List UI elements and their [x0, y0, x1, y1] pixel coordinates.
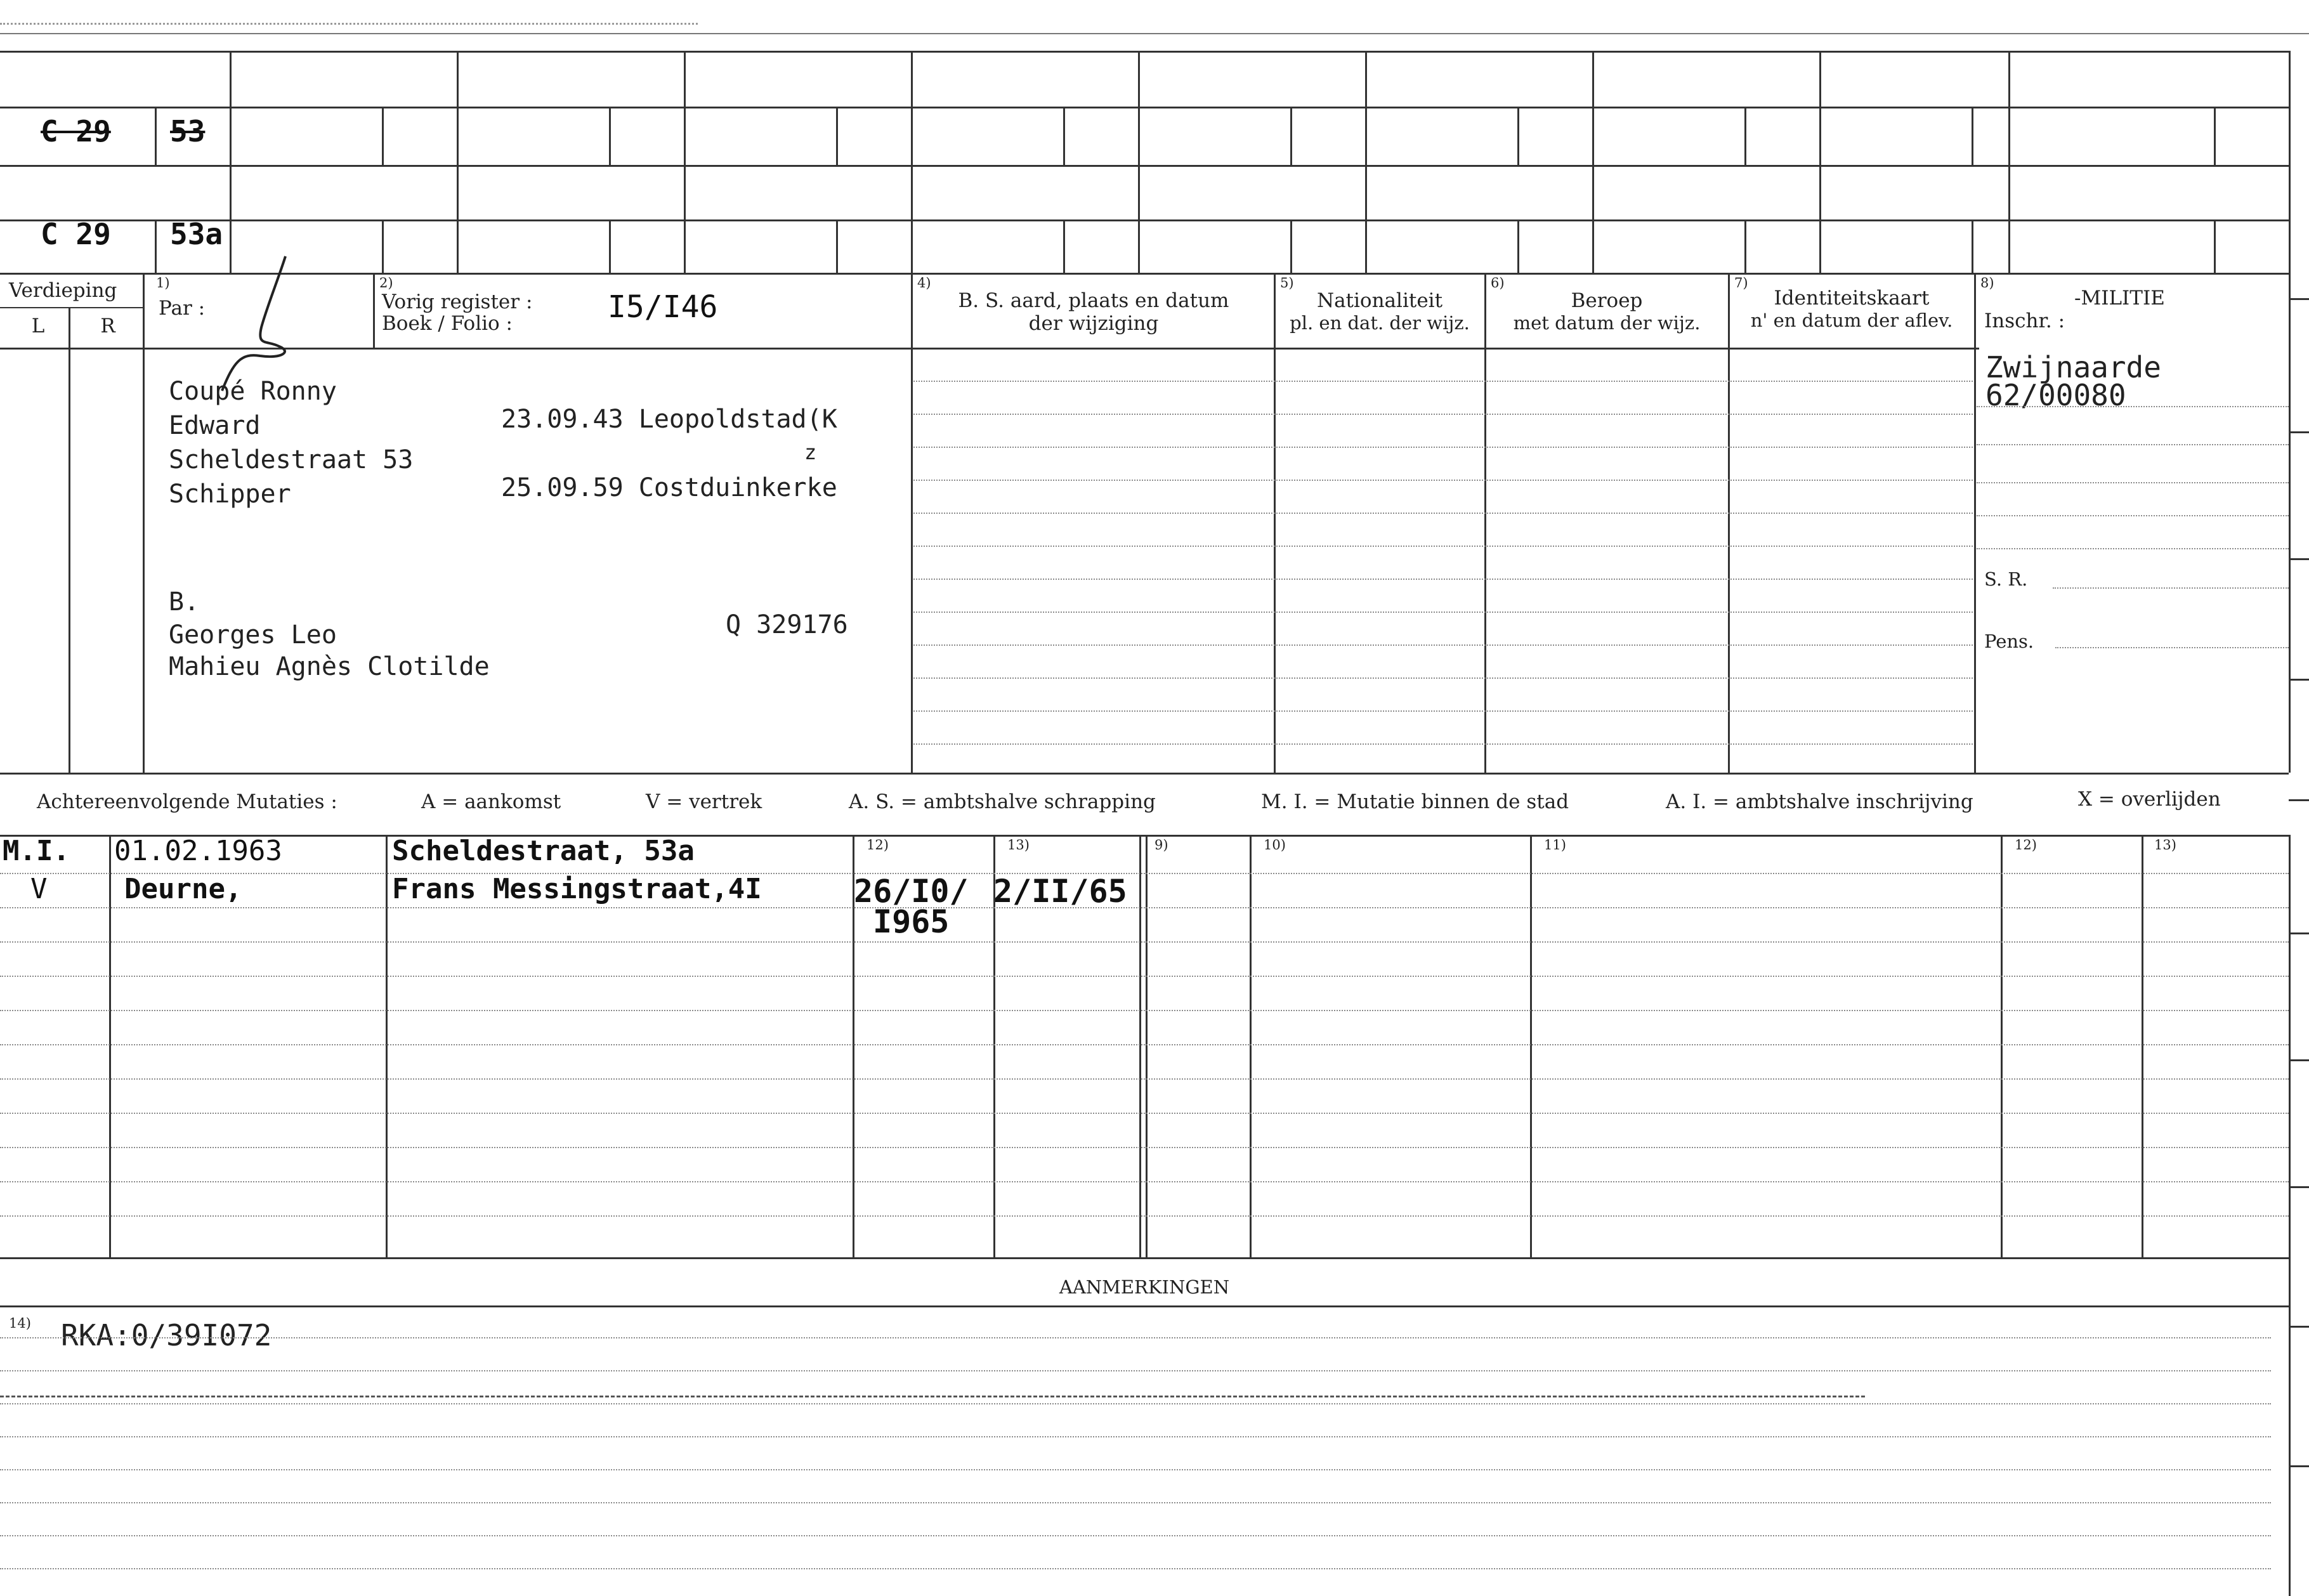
top-grid-subcol [1290, 107, 1292, 165]
top-grid-line [0, 107, 2290, 108]
nationaliteit-line1: Nationaliteit [1316, 289, 1443, 312]
pens-line [2055, 647, 2289, 648]
mutations-bottom-line [0, 1257, 2289, 1259]
details-bottom-line [0, 773, 2289, 775]
mutation-col [1139, 835, 1141, 1257]
detail-row-line [913, 644, 1973, 646]
remarks-row-line [0, 1568, 2271, 1569]
beroep-line1: Beroep [1571, 289, 1643, 312]
mutation-row-line [0, 1010, 2289, 1011]
person-name: Coupé Ronny [169, 377, 337, 406]
new-section-code: C 29 [41, 217, 111, 251]
top-grid-line [0, 273, 2290, 275]
detail-row-line [913, 546, 1973, 547]
top-grid-col [684, 51, 686, 273]
mut-header-9: 9) [1154, 837, 1168, 853]
top-grid-col [457, 51, 459, 273]
top-grid-subcol [382, 107, 384, 165]
register-value: I5/I46 [608, 289, 718, 325]
mutation-row-line [0, 1113, 2289, 1114]
top-grid-subcol [609, 107, 611, 165]
edge-tab [2289, 1186, 2309, 1188]
identiteitskaart-line2: n' en datum der aflev. [1750, 310, 1953, 331]
header-col [1728, 273, 1730, 773]
mutation-col [1250, 835, 1252, 1257]
remarks-row-line [0, 1436, 2271, 1437]
legend-ai: A. I. = ambtshalve inschrijving [1666, 790, 1973, 813]
mutation-col [386, 835, 388, 1257]
militie-row-line [1977, 515, 2289, 516]
par-label: Par : [159, 297, 206, 320]
mutation-row-line [0, 1044, 2289, 1045]
mutation-row-line [0, 907, 2289, 908]
detail-row-line [913, 447, 1973, 448]
verdieping-line [0, 307, 143, 308]
top-grid-subcol [382, 219, 384, 273]
top-grid-col [230, 51, 232, 273]
mother-name: Mahieu Agnès Clotilde [169, 652, 490, 681]
header-col [1974, 273, 1976, 773]
mutation-date-12: 26/I0/ [854, 873, 969, 910]
edge-tab [2289, 1326, 2309, 1328]
top-grid-col [1819, 51, 1821, 273]
birth-date-place: 23.09.43 Leopoldstad(K [501, 405, 837, 434]
top-grid-subcol [1517, 107, 1519, 165]
detail-row-line [913, 513, 1973, 514]
militie-row-line [1977, 444, 2289, 445]
birth-note: z [804, 440, 817, 464]
mutation-date-12: I965 [873, 903, 950, 940]
edge-tab [2289, 932, 2309, 934]
top-grid-subcol [1290, 219, 1292, 273]
edge-tab [2289, 1059, 2309, 1061]
floor-l-label: L [31, 315, 45, 337]
old-number-code: 53 [170, 114, 206, 148]
remarks-top-line [0, 1305, 2289, 1307]
top-grid-subcol [2214, 107, 2216, 165]
person-firstname: Edward [169, 411, 261, 440]
id-number: Q 329176 [726, 610, 848, 639]
legend-as: A. S. = ambtshalve schrapping [849, 790, 1156, 813]
bs-header-line2: der wijziging [1028, 312, 1159, 335]
top-grid-line [0, 219, 2290, 221]
note-6: 6) [1491, 275, 1505, 291]
note-4: 4) [917, 275, 931, 291]
legend-x: X = overlijden [2078, 788, 2221, 811]
legend-a: A = aankomst [421, 790, 561, 813]
note-7: 7) [1734, 275, 1748, 291]
detail-row-line [913, 414, 1973, 415]
mutation-col [2001, 835, 2003, 1257]
mutation-date: 01.02.1963 [114, 835, 282, 867]
person-occupation: Schipper [169, 480, 291, 509]
header-col [143, 273, 145, 773]
old-section-code: C 29 [41, 114, 111, 148]
detail-row-line [913, 381, 1973, 382]
details-right-line [2289, 51, 2291, 773]
remarks-row-line [0, 1469, 2271, 1470]
header-col [1274, 273, 1276, 773]
top-grid-subcol [1063, 107, 1065, 165]
mutation-col [1530, 835, 1532, 1257]
nationaliteit-line2: pl. en dat. der wijz. [1290, 312, 1470, 334]
signature-mark [203, 251, 317, 397]
header-col [69, 307, 70, 773]
top-grid-subcol [1744, 219, 1746, 273]
mutation-code: M.I. [3, 835, 70, 867]
header-col [911, 273, 913, 773]
detail-row-line [913, 480, 1973, 481]
top-grid-subcol [609, 219, 611, 273]
militie-row-line [1977, 548, 2289, 549]
edge-tab [2289, 799, 2309, 801]
mutation-row-line [0, 976, 2289, 977]
header-col [373, 273, 375, 348]
remarks-dash-line [0, 1396, 1865, 1397]
remarks-row-line [0, 1370, 2271, 1371]
pens-label: Pens. [1984, 631, 2034, 652]
floor-r-label: R [100, 315, 115, 337]
note-2: 2) [379, 275, 393, 291]
remarks-row-line [0, 1502, 2271, 1503]
mut-header-11: 11) [1544, 837, 1566, 853]
verdieping-label: Verdieping [9, 279, 117, 302]
top-grid-subcol [1972, 219, 1973, 273]
top-grid-col [1365, 51, 1367, 273]
top-grid-subcol [1517, 219, 1519, 273]
mutation-row-line [0, 1215, 2289, 1217]
top-grid-col [1138, 51, 1140, 273]
top-grid-subcol [155, 107, 157, 165]
militie-number: 62/00080 [1985, 378, 2126, 412]
remarks-right-line [2289, 835, 2291, 1596]
top-grid-subcol [836, 219, 838, 273]
boek-folio-label: Boek / Folio : [382, 312, 513, 335]
person-address: Scheldestraat 53 [169, 445, 414, 474]
detail-row-line [913, 743, 1973, 745]
scan-top-noise [0, 23, 698, 25]
mutation-date: Deurne, [124, 873, 242, 905]
top-grid-col [1592, 51, 1594, 273]
mutation-address: Frans Messingstraat,4I [392, 873, 762, 905]
note-5: 5) [1280, 275, 1294, 291]
sr-label: S. R. [1984, 568, 2028, 590]
new-number-code: 53a [170, 217, 223, 251]
edge-tab [2289, 1465, 2309, 1467]
legend-mi: M. I. = Mutatie binnen de stad [1261, 790, 1569, 813]
detail-row-line [913, 579, 1973, 580]
inschr-label: Inschr. : [1984, 310, 2065, 332]
militie-row-line [1977, 482, 2289, 483]
sr-line [2053, 587, 2289, 589]
note-1: 1) [156, 275, 170, 291]
mutation-address: Scheldestraat, 53a [392, 835, 695, 867]
mutation-row-line [0, 1181, 2289, 1182]
remarks-row-line [0, 1403, 2271, 1404]
militie-row-line [1977, 406, 2289, 407]
mutation-col [1146, 835, 1148, 1257]
edge-tab [2289, 431, 2309, 433]
scan-top-edge [0, 33, 2309, 34]
b-label: B. [169, 587, 200, 617]
legend-v: V = vertrek [646, 790, 762, 813]
top-grid-subcol [1972, 107, 1973, 165]
mutations-title: Achtereenvolgende Mutaties : [37, 790, 337, 813]
militie-place: Zwijnaarde [1985, 350, 2161, 384]
identiteitskaart-line1: Identiteitskaart [1774, 287, 1930, 310]
remarks-text: RKA:0/39I072 [61, 1318, 272, 1352]
remarks-row-line [0, 1337, 2271, 1338]
militie-label: -MILITIE [2074, 287, 2165, 310]
top-grid-line [0, 51, 2290, 53]
vorig-register-label: Vorig register : [382, 291, 533, 313]
edge-tab [2289, 679, 2309, 681]
occupation-date-place: 25.09.59 Costduinkerke [501, 473, 837, 502]
mutation-row-line [0, 941, 2289, 943]
mutation-row-line [0, 873, 2289, 874]
note-14: 14) [9, 1316, 31, 1331]
mutation-row-line [0, 1078, 2289, 1080]
top-grid-line [0, 165, 2290, 167]
top-grid-subcol [1063, 219, 1065, 273]
top-grid-col [2008, 51, 2010, 273]
edge-tab [2289, 558, 2309, 560]
remarks-title: AANMERKINGEN [1059, 1276, 1230, 1298]
note-8: 8) [1980, 275, 1994, 291]
edge-tab [2289, 298, 2309, 300]
top-grid-subcol [2214, 219, 2216, 273]
mutation-date-13: 2/II/65 [993, 873, 1127, 910]
beroep-line2: met datum der wijz. [1513, 312, 1701, 334]
detail-row-line [913, 710, 1973, 712]
top-grid-subcol [836, 107, 838, 165]
mut-header-13b: 13) [2154, 837, 2176, 853]
mut-header-12: 12) [867, 837, 889, 853]
top-grid-subcol [155, 219, 157, 273]
mutation-row-line [0, 1147, 2289, 1148]
mutation-col [109, 835, 111, 1257]
mutation-col [2142, 835, 2143, 1257]
mut-header-12b: 12) [2015, 837, 2037, 853]
father-name: Georges Leo [169, 620, 337, 650]
mut-header-13: 13) [1007, 837, 1030, 853]
mutation-code: V [30, 873, 48, 905]
top-grid-subcol [1744, 107, 1746, 165]
header-col [1484, 273, 1486, 773]
mutations-top-line [0, 835, 2289, 837]
mut-header-10: 10) [1264, 837, 1286, 853]
top-grid-col [911, 51, 913, 273]
detail-row-line [913, 612, 1973, 613]
remarks-row-line [0, 1535, 2271, 1536]
detail-row-line [913, 677, 1973, 679]
bs-header-line1: B. S. aard, plaats en datum [958, 289, 1229, 312]
